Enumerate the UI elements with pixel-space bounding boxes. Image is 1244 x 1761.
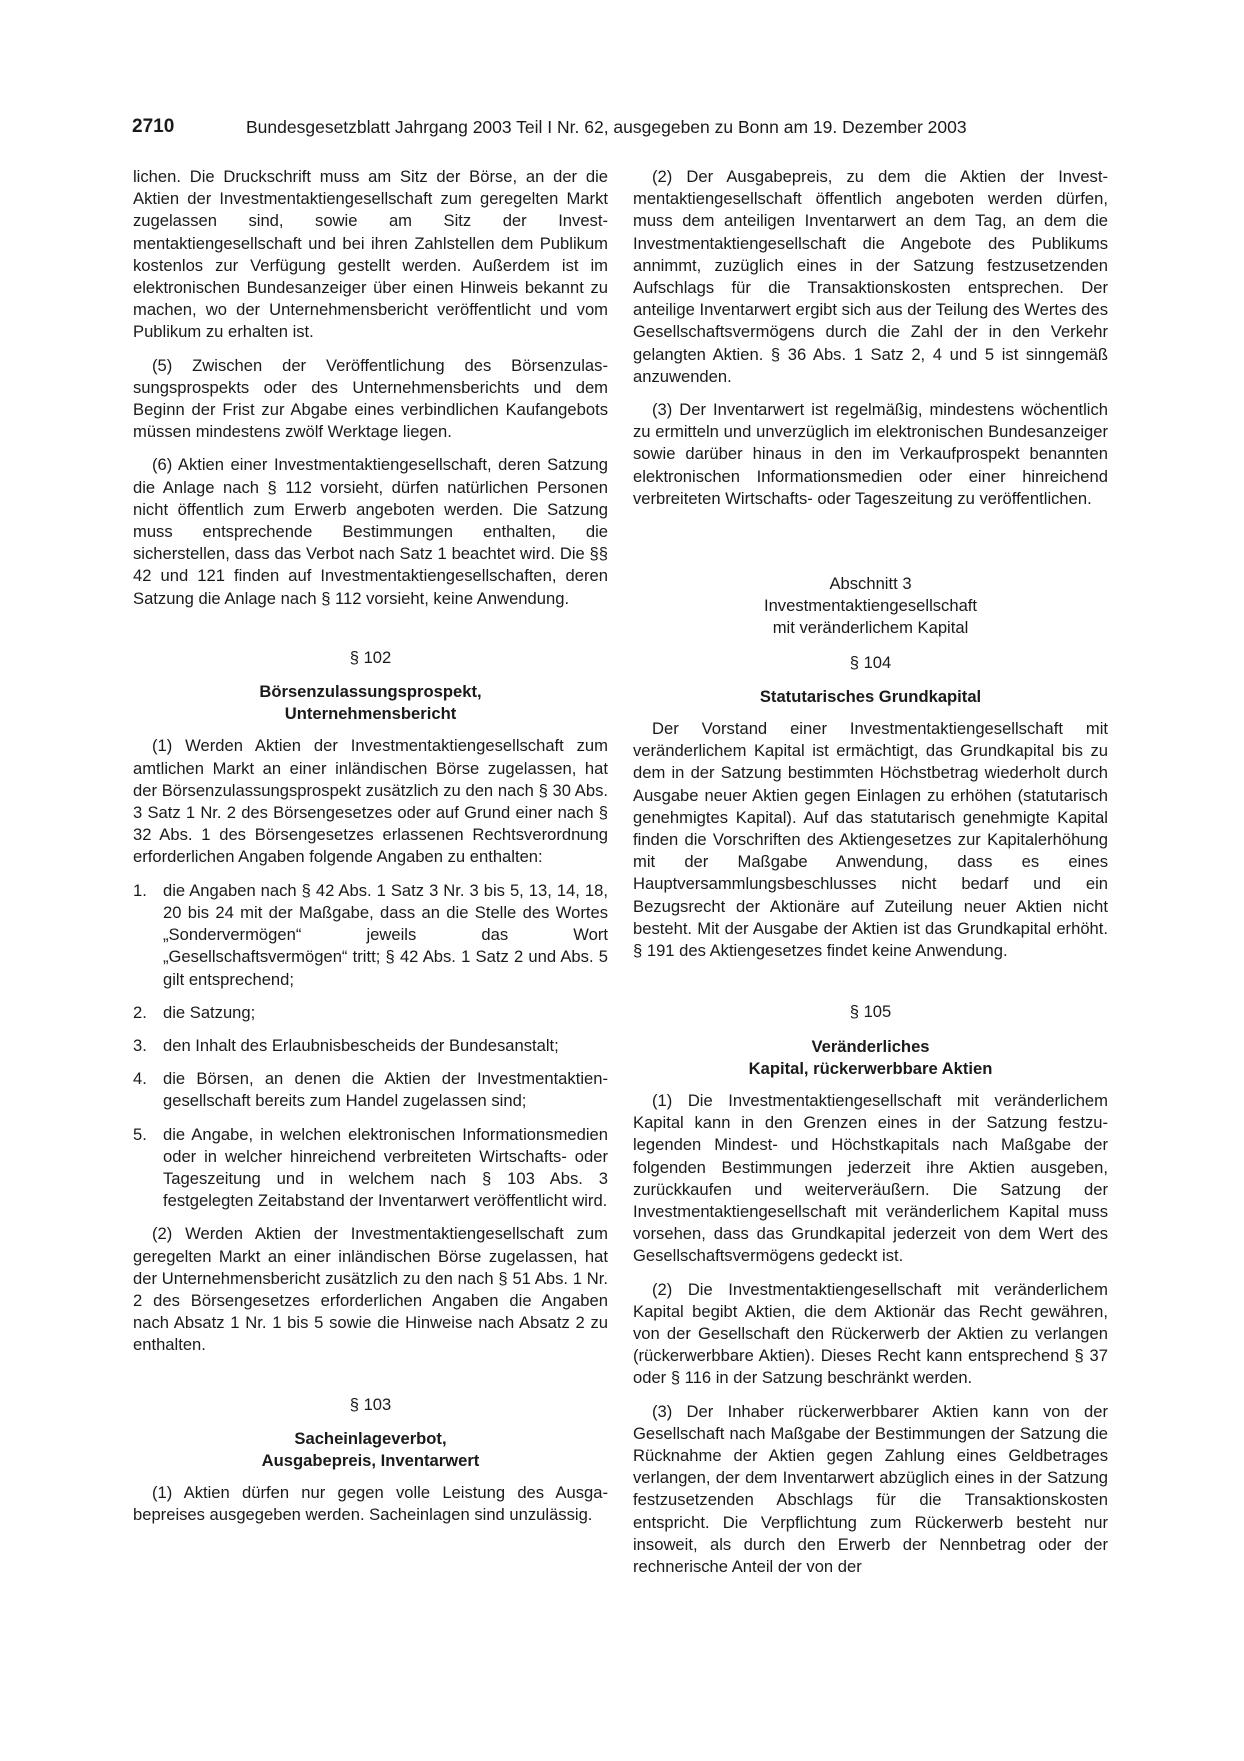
paragraph: Der Vorstand einer Investmentaktiengesellschaft mit veränderlichem Kapital ist ermächtigt, das Grundkapital bis zu dem in der Satzung bestimmten Höchstbetrag wiederholt durch Ausgabe neuer Aktien gegen Einlagen zu erhöhen (statutarisch genehmigtes Kapital). Auf das statutarisch genehmigte Kapital finden die Vorschriften des Aktiengesetzes zur Kapitalerhöhung mit der Maßgabe Anwendung, dass es eines Hauptversammlungsbeschlusses nicht bedarf und ein Bezugsrecht der Aktionäre auf Zuteilung neuer Aktien nicht besteht. Mit der Ausgabe der Aktien ist das Grundkapital erhöht. § 191 des Aktiengesetzes findet keine Anwendung.: [633, 719, 1108, 961]
enumerated-list: [133, 880, 608, 1213]
list-item: [133, 1124, 608, 1213]
section-number: § 105: [849, 1002, 892, 1022]
paragraph: (2) Die Investmentaktiengesellschaft mit veränderlichem Kapital begibt Aktien, die dem Aktionär das Recht gewähren, von der Gesellschaft den Rückerwerb der Aktien zu verlangen (rückerwerbbare Aktien). Dieses Recht kann entsprechend § 37 oder § 116 in der Satzung beschränkt werden.: [633, 1279, 1108, 1388]
paragraph: (1) Aktien dürfen nur gegen volle Leistung des Ausgabepreises ausgegeben werden. Sacheinlagen sind unzulässig.: [133, 1483, 608, 1525]
list-item-number: 2.: [133, 1002, 147, 1022]
right-column: [633, 166, 1108, 1589]
paragraph: (2) Werden Aktien der Investmentaktiengesellschaft zum geregelten Markt an einer inländischen Börse zugelassen, hat der Unternehmensbericht zusätzlich zu den nach § 51 Abs. 1 Nr. 2 des Börsengesetzes erforderlichen Angaben die Angaben nach Absatz 1 Nr. 1 bis 5 sowie die Hinweise nach Absatz 2 zu enthalten.: [133, 1224, 608, 1355]
list-item-number: 3.: [133, 1035, 147, 1055]
list-item: [133, 1068, 608, 1112]
chapter-label: Abschnitt 3: [829, 574, 912, 594]
list-item-text: die Angabe, in welchen elektronischen Informationsmedien oder in welcher hinreichend verbreiteten Wirtschafts- oder Tageszeitung und in welchem nach § 103 Abs. 3 festgelegten Zeitabstand der Inventarwert veröffentlicht wird.: [163, 1124, 608, 1211]
chapter-title-line: mit veränderlichem Kapital: [772, 618, 969, 638]
list-item-number: 1.: [133, 880, 147, 900]
paragraph: (5) Zwischen der Veröffentlichung des Börsenzulassungsprospekts oder des Unternehmensberichts und dem Beginn der Frist zur Abgabe eines verbindlichen Kaufangebots müssen mindestens zwölf Werktage liegen.: [133, 355, 608, 442]
section-number: § 103: [349, 1394, 392, 1414]
section-title-line: Börsenzulassungsprospekt,: [259, 682, 482, 702]
list-item-number: 5.: [133, 1124, 147, 1144]
page-number: 2710: [132, 116, 175, 137]
paragraph: (6) Aktien einer Investmentaktiengesellschaft, deren Satzung die Anlage nach § 112 vorsieht, dürfen natürlichen Personen nicht öffentlich zum Erwerb angeboten werden. Die Satzung muss entsprechende Bestimmungen enthalten, die sicherstellen, dass das Verbot nach Satz 1 beachtet wird. Die §§ 42 und 121 finden auf Investmentaktiengesellschaften, deren Satzung die Anlage nach § 112 vorsieht, keine Anwendung.: [133, 455, 608, 608]
chapter-heading: [633, 573, 1108, 640]
paragraph: lichen. Die Druckschrift muss am Sitz der Börse, an der die Aktien der Investmentaktiengesellschaft zum geregelten Markt zugelassen sind, sowie am Sitz der Investmentaktiengesellschaft und bei ihren Zahlstellen dem Publikum kostenlos zur Verfügung gestellt werden. Außerdem ist im elektronischen Bundesanzeiger über einen Hinweis bekannt zu machen, wo der Unternehmensbericht veröffentlicht und vom Publikum zu erhalten ist.: [133, 167, 608, 342]
list-item-text: die Satzung;: [163, 1002, 256, 1022]
section-title-line: Sacheinlageverbot,: [294, 1428, 447, 1448]
running-header: [132, 112, 1112, 142]
section-title: [633, 1036, 1108, 1080]
paragraph: (3) Der Inventarwert ist regelmäßig, mindestens wöchentlich zu ermitteln und unverzüglich im elektronischen Bundesanzeiger sowie darüber hinaus in den im Verkaufprospekt benannten elektronischen Informationsmedien oder einer hinreichend verbreiteten Wirtschafts- oder Tageszeitung zu veröffentlichen.: [633, 400, 1108, 508]
left-column: [133, 166, 608, 1538]
gazette-title: Bundesgesetzblatt Jahrgang 2003 Teil I Nr. 62, ausgegeben zu Bonn am 19. Dezember 2003: [246, 117, 967, 137]
chapter-title-line: Investmentaktiengesellschaft: [763, 596, 978, 616]
paragraph: (3) Der Inhaber rückerwerbbarer Aktien kann von der Gesellschaft nach Maßgabe der Bestimmungen der Satzung die Rücknahme der Aktien gegen Zahlung eines Geldbetrages verlangen, der dem Inventarwert abzüglich eines in der Satzung festzusetzenden Abschlags für die Transaktionskosten entspricht. Die Verpflichtung zum Rückerwerb besteht nur insoweit, als durch den Erwerb der Nennbetrag oder der rechnerische Anteil der von der: [633, 1401, 1108, 1576]
section-title-line: Unternehmensbericht: [284, 704, 457, 724]
list-item-text: die Börsen, an denen die Aktien der Investmentaktiengesellschaft bereits zum Handel zugelassen sind;: [163, 1069, 608, 1111]
section-title: [133, 1428, 608, 1472]
section-title: [133, 681, 608, 725]
paragraph: (1) Die Investmentaktiengesellschaft mit veränderlichem Kapital kann in den Grenzen eines in der Satzung festzulegenden Mindest- und Höchstkapitals nach Maßgabe der folgenden Bestimmungen jederzeit ihre Aktien ausgeben, zurückkaufen und weiterveräußern. Die Satzung der Investmentaktiengesellschaft mit veränderlichem Kapital muss vorsehen, dass das Grundkapital jederzeit von dem Wert des Gesellschaftsvermögens gedeckt ist.: [633, 1090, 1108, 1266]
list-item-text: den Inhalt des Erlaubnisbescheids der Bundesanstalt;: [163, 1035, 559, 1055]
list-item: [133, 1002, 608, 1024]
section-number: § 102: [349, 647, 392, 667]
paragraph: (1) Werden Aktien der Investmentaktiengesellschaft zum amtlichen Markt an einer inländischen Börse zugelassen, hat der Börsenzulassungsprospekt zusätzlich zu den nach § 30 Abs. 3 Satz 1 Nr. 2 des Börsengesetzes oder auf Grund einer nach § 32 Abs. 1 des Börsengesetzes erlassenen Rechtsverordnung erforderlichen Angaben folgende Angaben zu enthalten:: [133, 736, 608, 867]
section-title-line: Ausgabepreis, Inventarwert: [261, 1450, 480, 1470]
list-item-number: 4.: [133, 1069, 147, 1089]
list-item: [133, 1035, 608, 1057]
section-title: Statutarisches Grundkapital: [759, 686, 982, 706]
section-title-line: Kapital, rückerwerbbare Aktien: [748, 1058, 993, 1078]
paragraph: (2) Der Ausgabepreis, zu dem die Aktien der Investmentaktiengesellschaft öffentlich angeboten werden dürfen, muss dem anteiligen Inventarwert an dem Tag, an dem die Investmentaktiengesellschaft die Angebote des Publikums annimmt, zuzüglich eines in der Satzung festzusetzenden Aufschlags für die Transaktionskosten entsprechen. Der anteilige Inventarwert ergibt sich aus der Teilung des Wertes des Gesellschaftsvermögens durch die Zahl der in den Verkehr gelangten Aktien. § 36 Abs. 1 Satz 2, 4 und 5 ist sinngemäß anzuwenden.: [633, 167, 1108, 386]
section-title-line: Veränderliches: [811, 1036, 930, 1056]
list-item: [133, 880, 608, 991]
section-number: § 104: [849, 652, 892, 672]
list-item-text: die Angaben nach § 42 Abs. 1 Satz 3 Nr. 3 bis 5, 13, 14, 18, 20 bis 24 mit der Maßgabe, dass an die Stelle des Wortes „Sondervermögen“ jeweils das Wort „Gesellschaftsvermögen“ tritt; § 42 Abs. 1 Satz 2 und Abs. 5 gilt entsprechend;: [163, 880, 608, 989]
